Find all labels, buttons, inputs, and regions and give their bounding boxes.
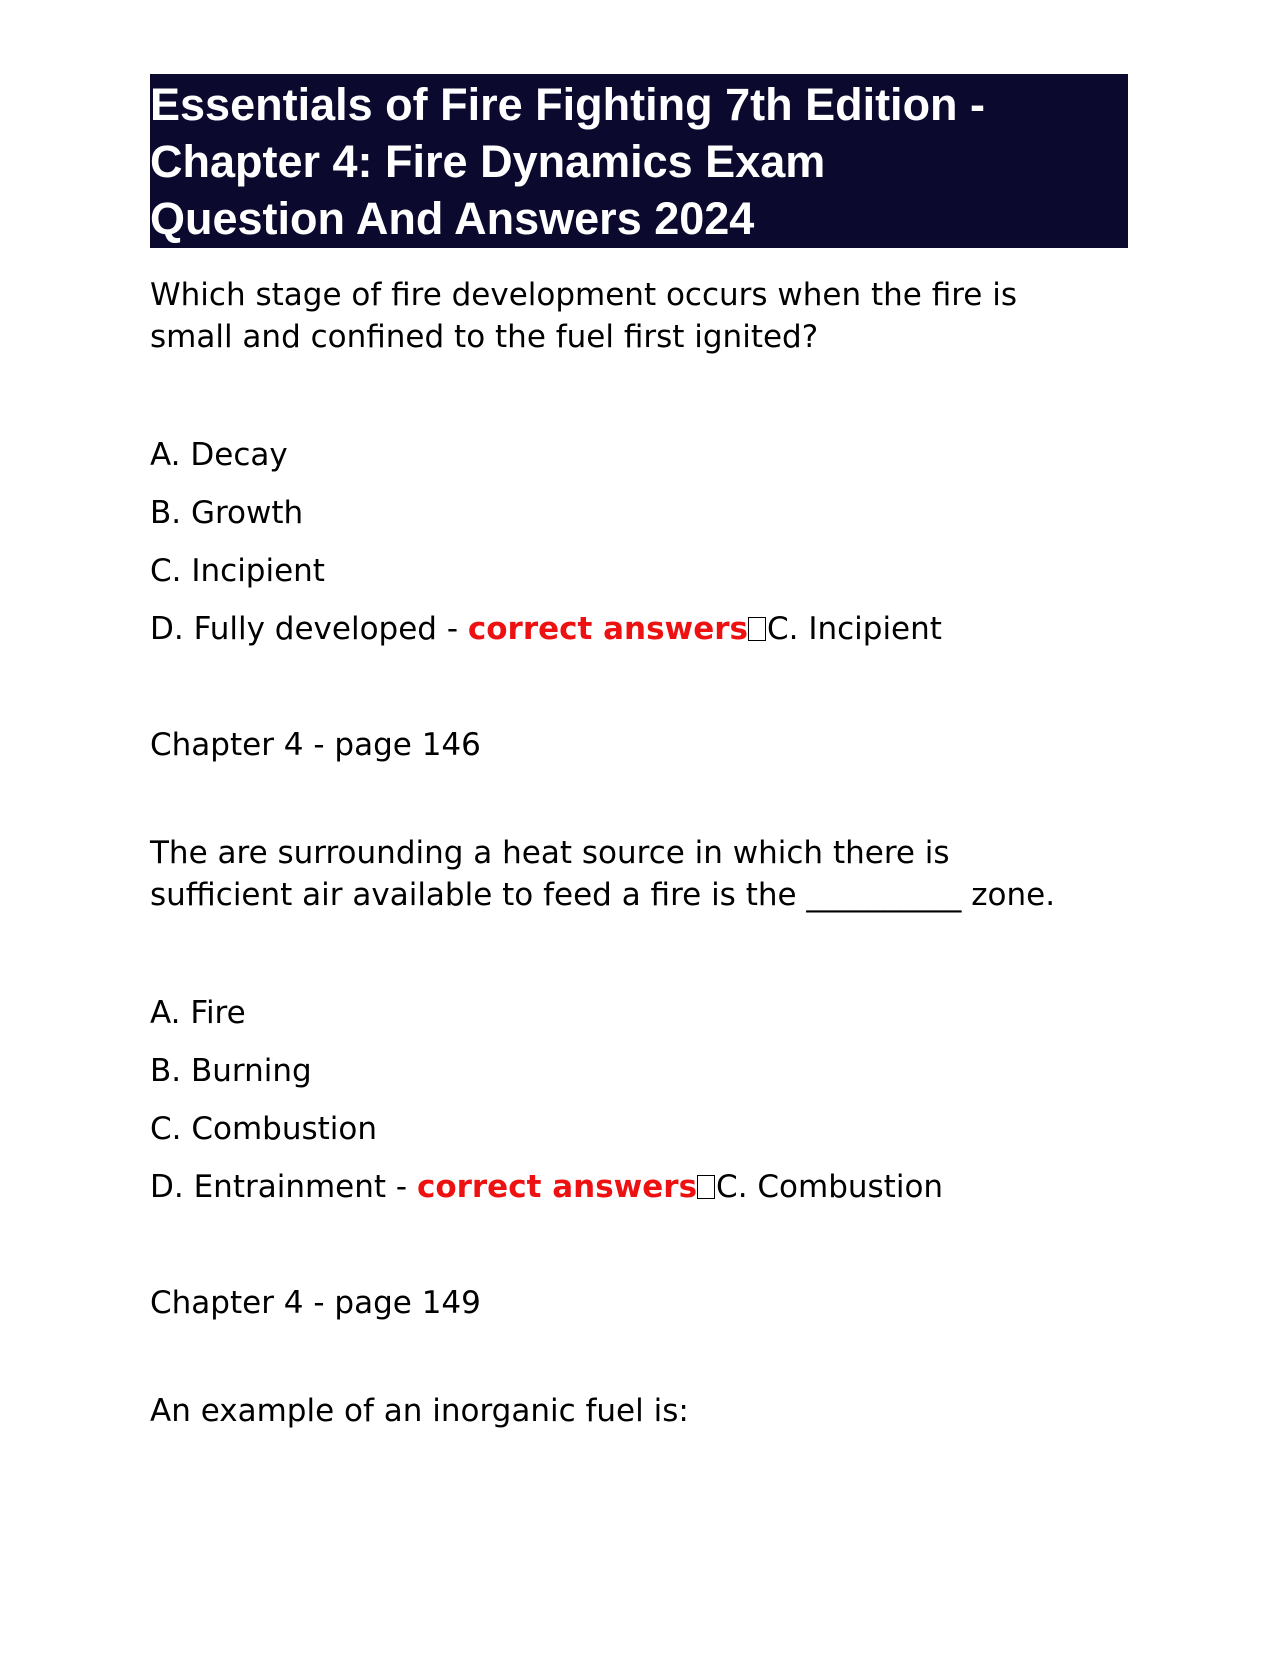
title-line: Chapter 4: Fire Dynamics Exam (150, 136, 826, 187)
chapter-reference: Chapter 4 - page 146 (150, 727, 481, 763)
question-3 (150, 1390, 1128, 1432)
option-b: B. Growth (150, 495, 304, 531)
correct-answers-label: correct answers (467, 611, 748, 647)
question-1-text: Which stage of fire development occurs when the fire is (150, 277, 1018, 313)
option-a: A. Fire (150, 995, 246, 1031)
option-d (150, 1158, 1128, 1216)
option-a: A. Decay (150, 437, 288, 473)
chapter-reference: Chapter 4 - page 149 (150, 1285, 481, 1321)
document-title (150, 74, 1128, 248)
question-2-options (150, 984, 1128, 1216)
question-2-text: sufficient air available to feed a fire is the __________ zone. (150, 877, 1056, 913)
question-1-options (150, 426, 1128, 658)
option-c: C. Combustion (150, 1111, 378, 1147)
document-page (150, 74, 1128, 1432)
option-d-text: D. Entrainment - (150, 1169, 417, 1205)
option-d-text: D. Fully developed - (150, 611, 468, 647)
missing-glyph-icon (748, 617, 766, 641)
missing-glyph-icon (697, 1175, 715, 1199)
option-d (150, 600, 1128, 658)
option-b: B. Burning (150, 1053, 312, 1089)
correct-answers-label: correct answers (416, 1169, 698, 1205)
question-2-text: The are surrounding a heat source in which there is (150, 835, 950, 871)
question-1 (150, 274, 1128, 358)
answer-value: C. Incipient (766, 611, 942, 647)
answer-value: C. Combustion (716, 1169, 944, 1205)
title-line: Question And Answers 2024 (150, 193, 755, 244)
option-c: C. Incipient (150, 553, 325, 589)
question-3-text: An example of an inorganic fuel is: (150, 1393, 689, 1429)
question-1-text: small and confined to the fuel first ignited? (150, 319, 819, 355)
question-2 (150, 832, 1128, 916)
title-line: Essentials of Fire Fighting 7th Edition - (150, 79, 986, 130)
